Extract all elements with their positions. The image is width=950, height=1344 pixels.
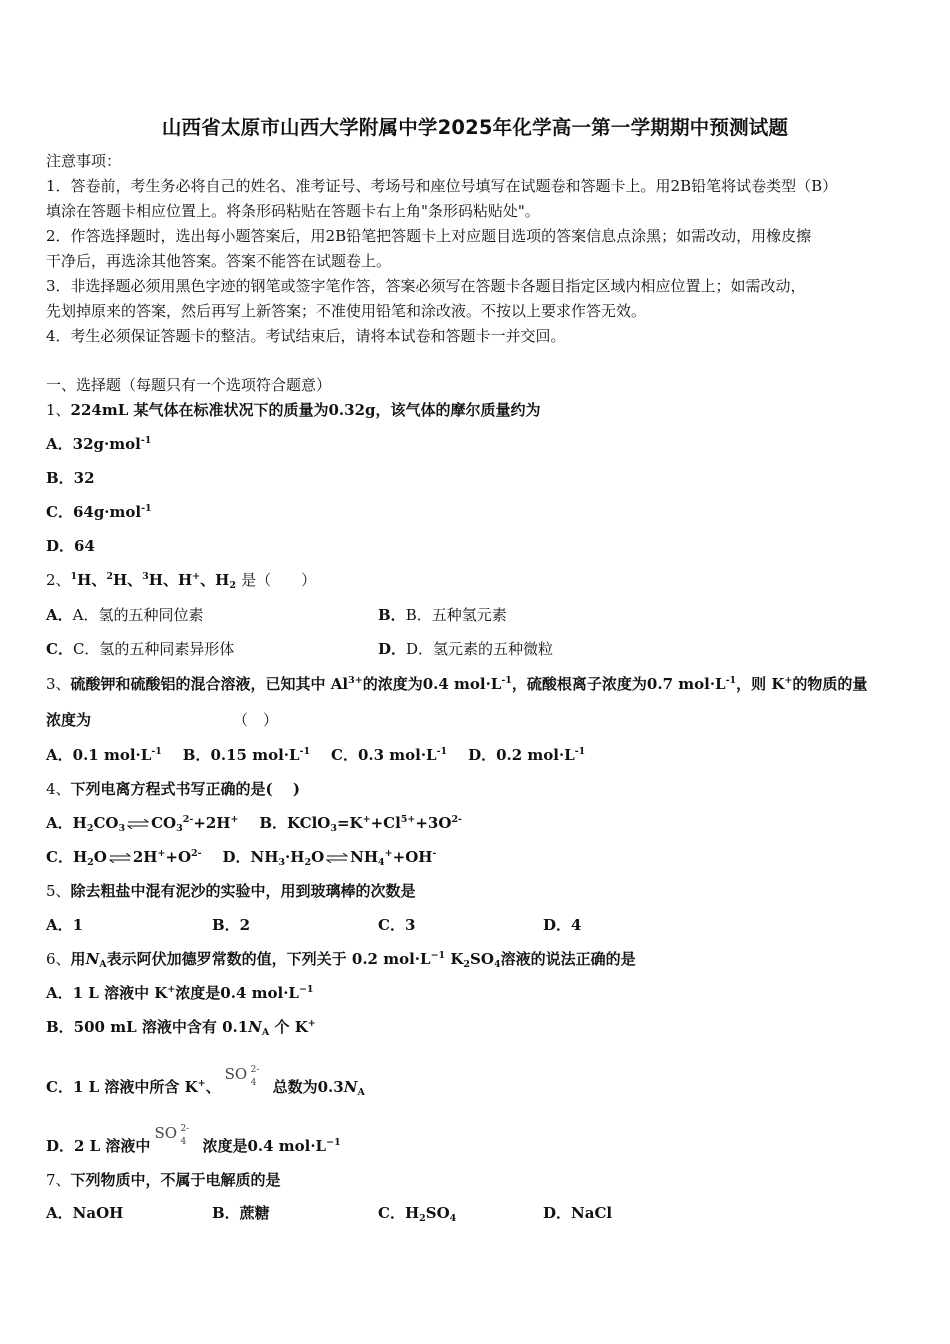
- q5-option-b[interactable]: B．2: [212, 916, 251, 934]
- q6-option-d[interactable]: D．2 L 溶液中 SO 2- 4 浓度是0.4 $mol\cdot L^{-1}$: [46, 1124, 341, 1155]
- q4-options-row1: [46, 813, 462, 833]
- q3-options: [46, 745, 585, 765]
- q3-option-a[interactable]: A．0.1 $mol\cdot L^{-1}$: [46, 746, 162, 764]
- q1-option-d[interactable]: D．64: [46, 537, 95, 555]
- q4-options-row2: [46, 847, 436, 867]
- q2-option-d[interactable]: D．D．氢元素的五种微粒: [378, 640, 554, 658]
- q7-option-d[interactable]: D．NaCl: [543, 1204, 613, 1222]
- q3-option-c[interactable]: C．0.3 $mol\cdot L^{-1}$: [331, 746, 448, 764]
- q2-option-b[interactable]: B．B．五种氢元素: [378, 606, 507, 624]
- q3-option-b[interactable]: B．0.15 $mol\cdot L^{-1}$: [182, 746, 311, 764]
- question-5: 5、除去粗盐中混有泥沙的实验中，用到玻璃棒的次数是: [46, 882, 416, 900]
- q5-option-d[interactable]: D．4: [543, 916, 582, 934]
- section-heading: 一、选择题（每题只有一个选项符合题意）: [46, 376, 332, 394]
- question-number: 1、: [46, 401, 71, 419]
- question-3-cont: 浓度为: [46, 711, 92, 729]
- question-3: 3、硫酸钾和硫酸铝的混合溶液，已知其中 $Al^{3+}$的浓度为0.4 $mol\cdot L^{-1}$，硫酸根离子浓度为0.7 $mol\cdot L^{-1}$，则 K+的物质的量: [46, 675, 868, 693]
- q4-option-d[interactable]: D．$NH_3\cdot H_2O$ $NH_4^++OH^-$: [222, 848, 437, 868]
- notice-line: 干净后，再选涂其他答案。答案不能答在试题卷上。: [46, 252, 392, 270]
- question-stem: 224mL 某气体在标准状况下的质量为0.32g，该气体的摩尔质量约为: [70, 401, 541, 419]
- question-stem: 是（ ）: [241, 571, 317, 589]
- q4-option-c[interactable]: C．$H_2O$ $2H^++O^{2-}$: [46, 848, 202, 868]
- q6-option-b[interactable]: B．500 mL 溶液中含有 $0.1N_A$ 个 K+: [46, 1018, 316, 1038]
- q1-option-a[interactable]: A．32g·mol$^{-1}$: [46, 435, 152, 453]
- q3-option-d[interactable]: D．0.2 $mol\cdot L^{-1}$: [468, 746, 586, 764]
- q7-option-b[interactable]: B．蔗糖: [212, 1204, 270, 1222]
- q2-option-a[interactable]: A．A．氢的五种同位素: [46, 606, 204, 624]
- question-6: 6、用$N_A$表示阿伏加德罗常数的值，下列关于 0.2 $mol\cdot L^{-1}$ $K_2SO_4$溶液的说法正确的是: [46, 950, 636, 970]
- q7-option-a[interactable]: A．NaOH: [46, 1204, 124, 1222]
- notice-line: 填涂在答题卡相应位置上。将条形码粘贴在答题卡右上角"条形码粘贴处"。: [46, 202, 540, 220]
- sulfate-ion-formula: SO 2- 4: [224, 1065, 260, 1088]
- sulfate-ion-formula: SO 2- 4: [154, 1124, 190, 1147]
- notice-heading: 注意事项：: [46, 152, 122, 170]
- equilibrium-arrow-icon: [127, 819, 149, 829]
- q5-option-a[interactable]: A．1: [46, 916, 84, 934]
- q4-option-b[interactable]: B．$KClO_3=K^++Cl^{5+}+3O^{2-}$: [259, 814, 462, 834]
- notice-line: 1．答卷前，考生务必将自己的姓名、准考证号、考场号和座位号填写在试题卷和答题卡上。用2B铅笔将试卷类型（B）: [46, 177, 838, 195]
- q4-option-a[interactable]: A．$H_2CO_3$ $CO_3^{2-}+2H^+$: [46, 814, 239, 834]
- q2-option-c[interactable]: C．C．氢的五种同素异形体: [46, 640, 235, 658]
- notice-line: 4．考生必须保证答题卡的整洁。考试结束后，请将本试卷和答题卡一并交回。: [46, 327, 566, 345]
- equilibrium-arrow-icon: [326, 853, 348, 863]
- q6-option-c[interactable]: C．1 L 溶液中所含 K+、 SO 2- 4 总数为$0.3N_A$: [46, 1065, 365, 1098]
- q5-option-c[interactable]: C．3: [378, 916, 416, 934]
- notice-line: 先划掉原来的答案，然后再写上新答案；不准使用铅笔和涂改液。不按以上要求作答无效。: [46, 302, 647, 320]
- question-1: [46, 400, 541, 420]
- question-4: 4、下列电离方程式书写正确的是( ): [46, 780, 300, 798]
- q1-option-b[interactable]: B．32: [46, 469, 95, 487]
- page-title: 山西省太原市山西大学附属中学2025年化学高一第一学期期中预测试题: [161, 116, 789, 139]
- notice-line: 2．作答选择题时，选出每小题答案后，用2B铅笔把答题卡上对应题目选项的答案信息点涂黑；如需改动，用橡皮擦: [46, 227, 812, 245]
- question-7: 7、下列物质中，不属于电解质的是: [46, 1171, 281, 1189]
- question-2: 2、$^1$H、$^2$H、$^3$H、H+、$H_2$ 是（ ）: [46, 571, 317, 591]
- q7-option-c[interactable]: C．$H_2SO_4$: [378, 1204, 457, 1224]
- notice-line: 3．非选择题必须用黑色字迹的钢笔或签字笔作答，答案必须写在答题卡各题目指定区域内相应位置上；如需改动，: [46, 277, 806, 295]
- equilibrium-arrow-icon: [109, 853, 131, 863]
- q6-option-a[interactable]: A．1 L 溶液中 K+浓度是0.4 $mol\cdot L^{-1}$: [46, 984, 314, 1002]
- q1-option-c[interactable]: C．64g·mol$^{-1}$: [46, 503, 152, 521]
- answer-paren: （ ）: [233, 711, 279, 729]
